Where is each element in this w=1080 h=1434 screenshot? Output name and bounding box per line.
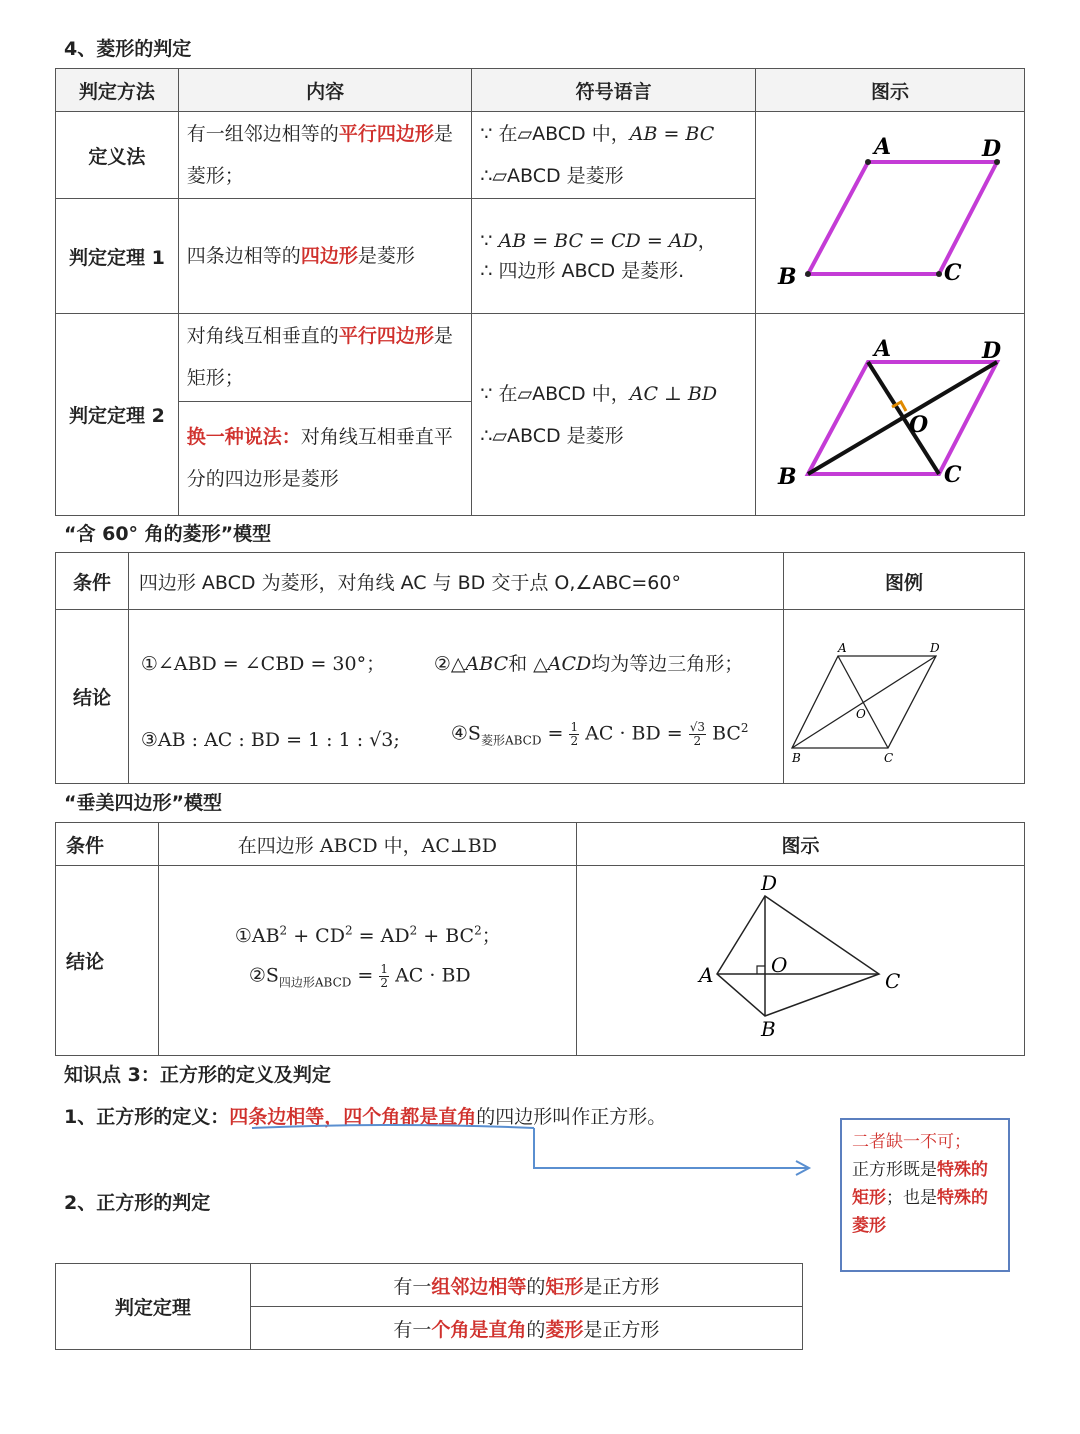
- square-definition: 1、正方形的定义：四条边相等，四个角都是直角的四边形叫作正方形。: [64, 1106, 667, 1128]
- formula-2: ②△ABC和 △ACD均为等边三角形；: [433, 652, 744, 675]
- header-figure: 图示: [755, 69, 1024, 112]
- criteria-label: 判定定理: [56, 1264, 251, 1350]
- symbol-cell: ∵ 在▱ABCD 中，AC ⊥ BD ∴▱ABCD 是菱形: [480, 382, 718, 447]
- header-content: 内容: [178, 69, 472, 112]
- square-criteria-table: [55, 1263, 803, 1350]
- kp3-title: 知识点 3：正方形的定义及判定: [64, 1064, 331, 1086]
- method-cell: 判定定理 2: [56, 314, 179, 516]
- label-d: D: [981, 338, 1002, 364]
- label-a: A: [698, 963, 714, 987]
- formula-1: $①AB^2 + CD^2 = AD^2 + BC^2$；: [234, 923, 501, 947]
- figure-header: 图示: [576, 823, 1024, 866]
- label-c: C: [943, 462, 962, 488]
- section-title: 4、菱形的判定: [64, 38, 192, 60]
- criteria-row-2: 有一个角是直角的菱形是正方形: [250, 1307, 802, 1350]
- label-d: D: [981, 136, 1002, 162]
- symbol-cell: ∵ AB = BC = CD = AD， ∴ 四边形 ABCD 是菱形.: [480, 230, 717, 283]
- model-60-title: “含 60° 角的菱形”模型: [64, 523, 272, 545]
- formula-3: ③AB : AC : BD = 1 : 1 : √3;: [140, 728, 400, 751]
- label-b: B: [777, 464, 797, 490]
- label-o: O: [770, 953, 788, 977]
- label-b: B: [760, 1017, 776, 1041]
- header-method: 判定方法: [56, 69, 179, 112]
- condition-text: 四边形 ABCD 为菱形，对角线 AC 与 BD 交于点 O,∠ABC=60°: [138, 571, 681, 594]
- label-b: B: [777, 264, 797, 290]
- content-cell: 对角线互相垂直的平行四边形是矩形；: [186, 325, 453, 390]
- formula-1: ①∠ABD = ∠CBD = 30°；: [140, 652, 386, 675]
- criteria-row-1: 有一组邻边相等的矩形是正方形: [250, 1264, 802, 1307]
- label-c: C: [883, 751, 894, 765]
- method-cell: 判定定理 1: [56, 199, 179, 314]
- symbol-cell: ∵ 在▱ABCD 中，AB = BC ∴▱ABCD 是菱形: [480, 123, 715, 188]
- figure-header: 图例: [783, 553, 1024, 610]
- note-box: 二者缺一不可； 正方形既是特殊的矩形；也是特殊的菱形: [840, 1118, 1010, 1272]
- condition-label: 条件: [56, 823, 159, 866]
- label-d: D: [929, 641, 940, 655]
- condition-label: 条件: [56, 553, 129, 610]
- label-o: O: [908, 412, 929, 438]
- label-o: O: [855, 707, 866, 721]
- label-a: A: [837, 641, 847, 655]
- conclusion-label: 结论: [56, 610, 129, 784]
- content-cell: 换一种说法：对角线互相垂直平分的四边形是菱形: [186, 426, 453, 491]
- content-cell: 四条边相等的四边形是菱形: [186, 245, 415, 268]
- label-c: C: [884, 969, 901, 993]
- conclusion-label: 结论: [56, 866, 159, 1056]
- method-cell: 定义法: [56, 112, 179, 199]
- label-a: A: [873, 134, 892, 160]
- model-perp-title: “垂美四边形”模型: [64, 792, 222, 814]
- label-d: D: [760, 871, 778, 895]
- label-a: A: [873, 336, 892, 362]
- formula-2: $②S_{四边形ABCD}$ = $\frac{1}{2}$ AC · BD: [248, 961, 471, 990]
- formula-4: $④S_{菱形ABCD}$ = $\frac{1}{2}$ AC · BD = $\frac{√3}{2}$ $BC^2$: [450, 719, 749, 748]
- square-judgement-title: 2、正方形的判定: [64, 1192, 211, 1214]
- content-cell: 有一组邻边相等的平行四边形是菱形；: [186, 123, 453, 188]
- label-c: C: [943, 260, 962, 286]
- label-b: B: [791, 751, 801, 765]
- condition-text: 在四边形 ABCD 中，AC⊥BD: [158, 823, 576, 866]
- header-symbol: 符号语言: [472, 69, 756, 112]
